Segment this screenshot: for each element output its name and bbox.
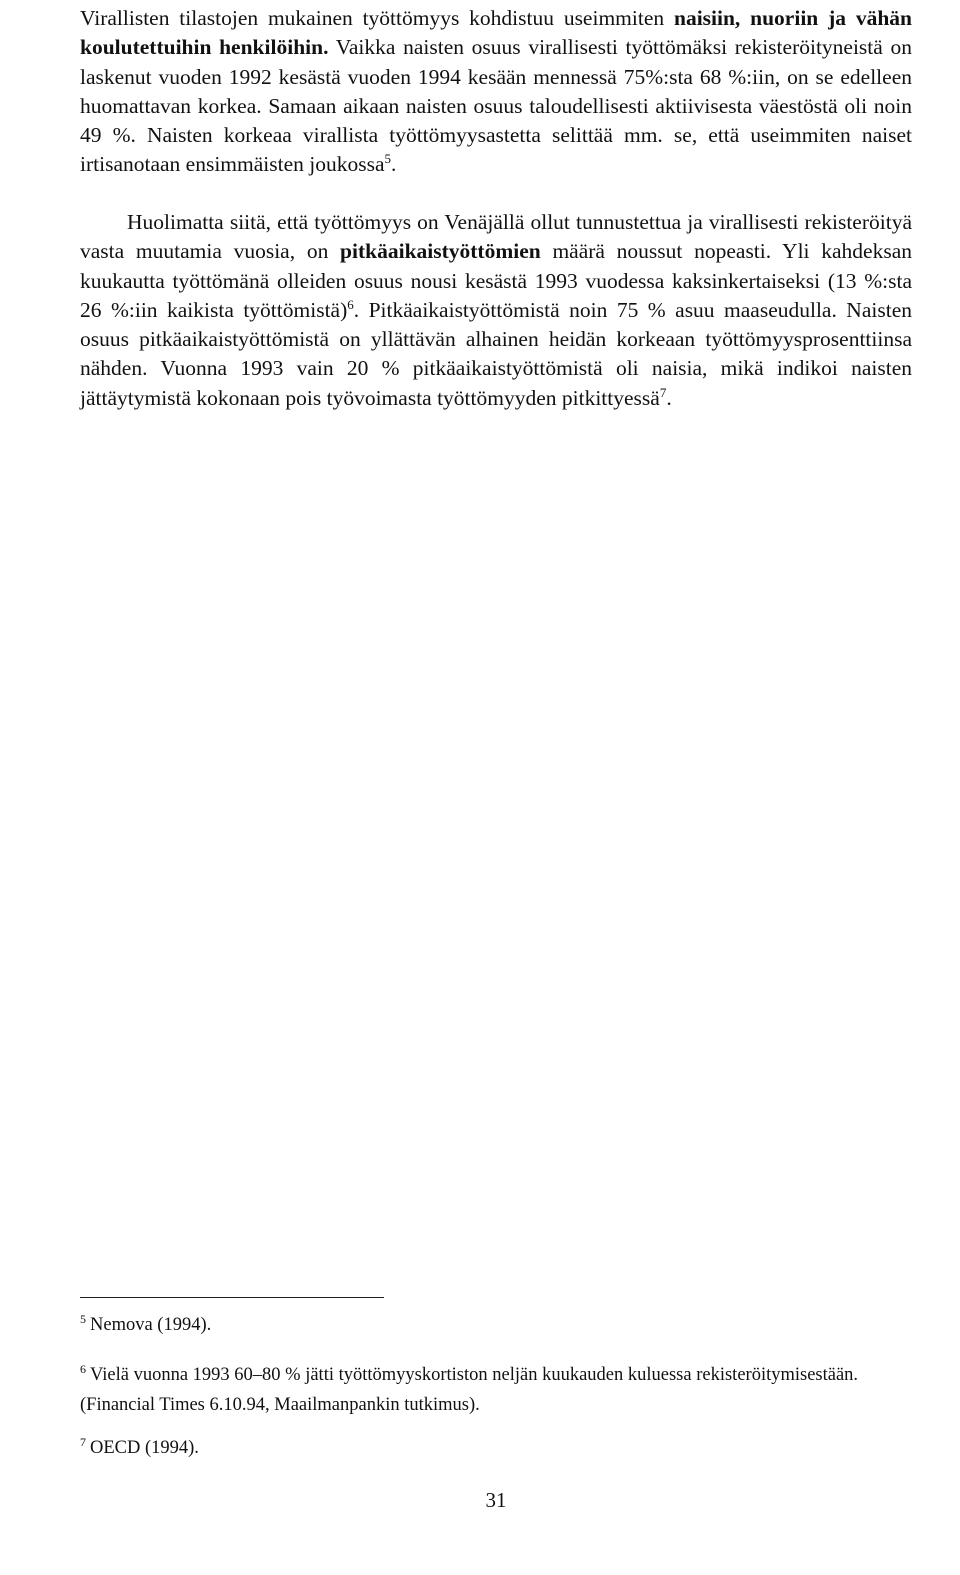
footnote-text: OECD (1994).	[90, 1438, 199, 1458]
text-run: . Pitkäaikaistyöttömistä noin 75 % asuu maaseudulla. Naisten osuus pitkäaikaistyöttömistä on yllättävän alhainen heidän korkeaan työttömyysprosenttiinsa nähden. Vuonna 1993 vain 20 % pitkäaikaistyöttömistä oli naisia, mikä indikoi naisten jättäytymistä kokonaan pois työvoimasta työttömyyden pitkittyessä	[80, 297, 912, 410]
footnote-marker: 7	[80, 1434, 86, 1449]
paragraph-2	[80, 208, 912, 413]
footnote-reference: 7	[659, 384, 667, 400]
footnote-marker: 5	[80, 1311, 86, 1326]
footnote-text: Nemova (1994).	[90, 1315, 212, 1335]
text-run: Vaikka naisten osuus virallisesti työttömäksi rekisteröityneistä on laskenut vuoden 1992 kesästä vuoden 1994 kesään mennessä 75%:sta 68 %:iin, on se edelleen huomattavan korkea. Samaan aikaan naisten osuus taloudellisesti aktiivisesta väestöstä oli noin 49 %. Naisten korkeaa virallista työttömyysastetta selittää mm. se, että useimmiten naiset irtisanotaan ensimmäisten joukossa	[80, 35, 912, 177]
page-number: 31	[485, 1488, 507, 1512]
footnote-marker: 6	[80, 1361, 86, 1376]
text-run: .	[666, 385, 672, 410]
paragraph-1	[80, 4, 912, 180]
footnote-5	[80, 1310, 912, 1340]
footnote-separator	[80, 1297, 384, 1298]
text-run: Huolimatta siitä, että työttömyys on Venäjällä ollut tunnustettua ja virallisesti rekisteröityä vasta muutamia vuosia, on	[80, 210, 912, 264]
emphasized-text: naisiin, nuoriin ja vähän koulutettuihin henkilöihin.	[80, 6, 913, 60]
text-run: määrä noussut nopeasti. Yli kahdeksan kuukautta työttömänä olleiden osuus nousi kesästä 1993 vuodessa kaksinkertaiseksi (13 %:sta 26 %:iin kaikista työttömistä)	[80, 239, 912, 322]
footnote-text: Vielä vuonna 1993 60–80 % jätti työttömyyskortiston neljän kuukauden kuluessa rekisteröitymisestään. (Financial Times 6.10.94, Maailmanpankin tutkimus).	[80, 1365, 859, 1415]
footnote-reference: 6	[347, 296, 354, 312]
footnote-reference: 5	[384, 151, 392, 167]
text-run: .	[391, 152, 397, 177]
text-run: Virallisten tilastojen mukainen työttömyys kohdistuu useimmiten	[80, 6, 674, 30]
emphasized-text: pitkäaikaistyöttömien	[340, 239, 541, 264]
footnote-6	[80, 1360, 912, 1420]
footnote-7	[80, 1433, 912, 1463]
